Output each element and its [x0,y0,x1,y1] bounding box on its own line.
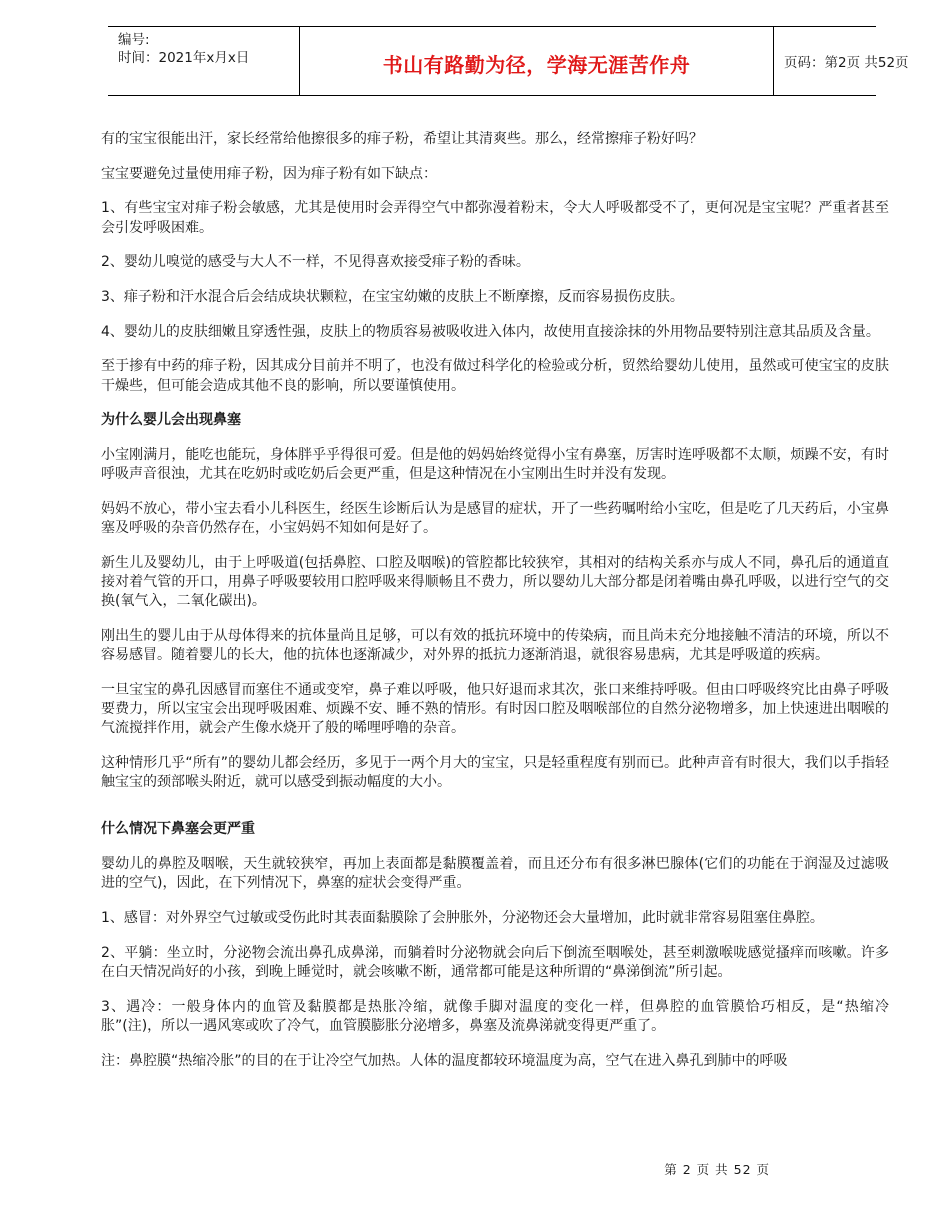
header-motto-cell [299,27,774,95]
paragraph: 注：鼻腔膜“热缩冷胀”的目的在于让冷空气加热。人体的温度都较环境温度为高，空气在进入鼻孔到肺中的呼吸 [101,1052,788,1069]
paragraph: 小宝刚满月，能吃也能玩，身体胖乎乎得很可爱。但是他的妈妈始终觉得小宝有鼻塞，厉害时连呼吸都不太顺，烦躁不安，有时呼吸声音很浊，尤其在吃奶时或吃奶后会更严重，但是这种情况在小宝刚出生时并没有发现。 [101,447,889,483]
paragraph: 刚出生的婴儿由于从母体得来的抗体量尚且足够，可以有效的抵抗环境中的传染病，而且尚未充分地接触不清洁的环境，所以不容易感冒。随着婴儿的长大，他的抗体也逐渐减少，对外界的抵抗力逐渐消退，就很容易患病，尤其是呼吸道的疾病。 [101,627,889,664]
page-header [108,26,909,96]
header-page-label: 页码：第2页 共52页 [784,55,909,71]
paragraph: 1、有些宝宝对痱子粉会敏感，尤其是使用时会弄得空气中都弥漫着粉末，令大人呼吸都受不了，更何况是宝宝呢？严重者甚至会引发呼吸困难。 [101,200,889,236]
paragraph: 这种情形几乎“所有”的婴幼儿都会经历，多见于一两个月大的宝宝，只是轻重程度有别而已。此种声音有时很大，我们以手指轻触宝宝的颈部喉头附近，就可以感受到振动幅度的大小。 [101,754,889,791]
paragraph: 3、遇冷：一般身体内的血管及黏膜都是热胀冷缩，就像手脚对温度的变化一样，但鼻腔的血管膜恰巧相反，是“热缩冷胀”(注)，所以一遇风寒或吹了冷气，血管膜膨胀分泌增多，鼻塞及流鼻涕就变得更严重了。 [101,998,889,1034]
paragraph: 一旦宝宝的鼻孔因感冒而塞住不通或变窄，鼻子难以呼吸，他只好退而求其次，张口来维持呼吸。但由口呼吸终究比由鼻子呼吸要费力，所以宝宝会出现呼吸困难、烦躁不安、睡不熟的情形。有时因口腔及咽喉部位的自然分泌物增多，加上快速进出咽喉的气流搅拌作用，就会产生像水烧开了般的唏哩呼噜的杂音。 [101,681,889,737]
motto-text: 书山有路勤为径，学海无涯苦作舟 [382,53,691,77]
paragraph: 宝宝要避免过量使用痱子粉，因为痱子粉有如下缺点： [101,165,437,182]
page-footer: 第 2 页 共 52 页 [664,1162,770,1177]
document-body [101,130,889,1086]
paragraph: 3、痱子粉和汗水混合后会结成块状颗粒，在宝宝幼嫩的皮肤上不断摩擦，反而容易损伤皮肤。 [101,289,684,306]
serial-number-label: 编号: [118,32,150,48]
paragraph: 至于掺有中药的痱子粉，因其成分目前并不明了，也没有做过科学化的检验或分析，贸然给婴幼儿使用，虽然或可使宝宝的皮肤干燥些，但可能会造成其他不良的影响，所以要谨慎使用。 [101,358,889,394]
paragraph: 4、婴幼儿的皮肤细嫩且穿透性强，皮肤上的物质容易被吸收进入体内，故使用直接涂抹的外用物品要特别注意其品质及含量。 [101,323,880,340]
paragraph: 妈妈不放心，带小宝去看小儿科医生，经医生诊断后认为是感冒的症状，开了一些药嘱咐给小宝吃，但是吃了几天药后，小宝鼻塞及呼吸的杂音仍然存在，小宝妈妈不知如何是好了。 [101,500,889,537]
paragraph: 新生儿及婴幼儿，由于上呼吸道(包括鼻腔、口腔及咽喉)的管腔都比较狭窄，其相对的结构关系亦与成人不同，鼻孔后的通道直接对着气管的开口，用鼻子呼吸要较用口腔呼吸来得顺畅且不费力，所以婴幼儿大部分都是闭着嘴由鼻孔呼吸，以进行空气的交换(氧气入，二氧化碳出)。 [101,554,889,610]
section-heading: 为什么婴儿会出现鼻塞 [101,412,241,429]
paragraph: 2、婴幼儿嗅觉的感受与大人不一样，不见得喜欢接受痱子粉的香味。 [101,254,530,271]
date-label: 时间：2021年x月x日 [118,50,250,66]
header-page-cell [774,27,909,95]
paragraph: 婴幼儿的鼻腔及咽喉，天生就较狭窄，再加上表面都是黏膜覆盖着，而且还分布有很多淋巴腺体(它们的功能在于润湿及过滤吸进的空气)，因此，在下列情况下，鼻塞的症状会变得严重。 [101,856,889,892]
paragraph: 有的宝宝很能出汗，家长经常给他擦很多的痱子粉，希望让其清爽些。那么，经常擦痱子粉好吗？ [101,131,703,147]
header-meta [108,27,299,95]
paragraph: 1、感冒：对外界空气过敏或受伤此时其表面黏膜除了会肿胀外，分泌物还会大量增加，此时就非常容易阻塞住鼻腔。 [101,909,824,926]
paragraph: 2、平躺：坐立时，分泌物会流出鼻孔成鼻涕，而躺着时分泌物就会向后下倒流至咽喉处，甚至刺激喉咙感觉搔痒而咳嗽。许多在白天情况尚好的小孩，到晚上睡觉时，就会咳嗽不断，通常都可能是这种所谓的“鼻涕倒流”所引起。 [101,944,889,980]
section-heading: 什么情况下鼻塞会更严重 [101,821,255,838]
